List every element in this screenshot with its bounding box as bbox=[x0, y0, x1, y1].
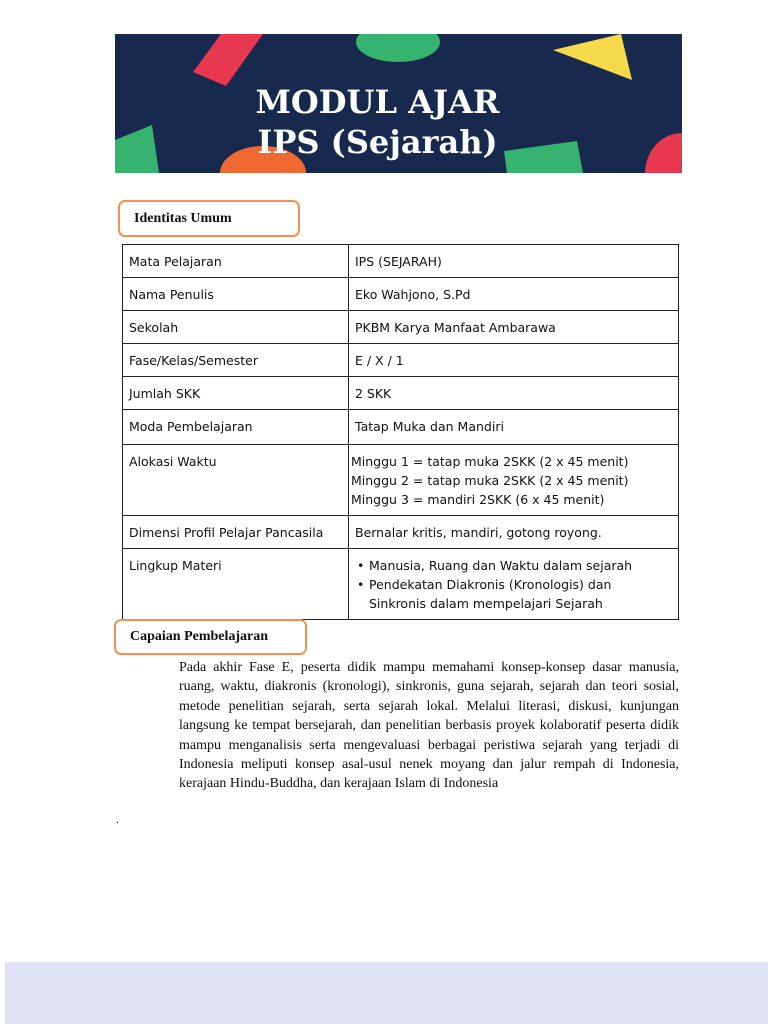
materi-list bbox=[355, 556, 672, 613]
table-row bbox=[123, 311, 679, 344]
red-parallelogram-shape bbox=[193, 34, 263, 86]
identitas-table bbox=[122, 244, 679, 620]
section-heading-capaian: Capaian Pembelajaran bbox=[114, 619, 307, 655]
alokasi-line: Minggu 1 = tatap muka 2SKK (2 x 45 menit) bbox=[351, 454, 629, 469]
title-line-1: MODUL AJAR bbox=[255, 83, 500, 121]
row-key: Dimensi Profil Pelajar Pancasila bbox=[123, 516, 349, 549]
row-value: E / X / 1 bbox=[349, 344, 679, 377]
row-key: Lingkup Materi bbox=[123, 549, 349, 620]
row-key: Moda Pembelajaran bbox=[123, 410, 349, 445]
row-key: Alokasi Waktu bbox=[123, 445, 349, 516]
trailing-mark: . bbox=[116, 812, 119, 826]
section-heading-identitas: Identitas Umum bbox=[118, 200, 300, 237]
capaian-paragraph: Pada akhir Fase E, peserta didik mampu memahami konsep-konsep dasar manusia, ruang, waktu, diakronis (kronologi), sinkronis, guna sejarah, sejarah dan teori sosial, metode penelitian sejarah, serta sejarah lokal. Melalui literasi, diskusi, kunjungan langsung ke tempat bersejarah, dan penelitian berbasis proyek kolaboratif peserta didik mampu menganalisis serta mengevaluasi berbagai peristiwa sejarah yang terjadi di Indonesia meliputi konsep asal-usul nenek moyang dan jalur rempah di Indonesia, kerajaan Hindu-Buddha, dan kerajaan Islam di Indonesia bbox=[179, 660, 679, 792]
list-item: • Pendekatan Diakronis (Kronologis) dan Sinkronis dalam mempelajari Sejarah bbox=[355, 575, 672, 613]
alokasi-line: Minggu 2 = tatap muka 2SKK (2 x 45 menit) bbox=[351, 473, 629, 488]
table-row bbox=[123, 377, 679, 410]
alokasi-line: Minggu 3 = mandiri 2SKK (6 x 45 menit) bbox=[351, 492, 605, 507]
table-row bbox=[123, 516, 679, 549]
list-item: • Manusia, Ruang dan Waktu dalam sejarah bbox=[355, 556, 672, 575]
row-value: Bernalar kritis, mandiri, gotong royong. bbox=[349, 516, 679, 549]
table-row bbox=[123, 245, 679, 278]
row-value: Tatap Muka dan Mandiri bbox=[349, 410, 679, 445]
row-key: Mata Pelajaran bbox=[123, 245, 349, 278]
row-value-materi bbox=[349, 549, 679, 620]
green-semicircle-shape bbox=[356, 34, 440, 62]
yellow-triangle-shape bbox=[553, 34, 632, 80]
row-value: IPS (SEJARAH) bbox=[349, 245, 679, 278]
red-quartercircle-shape bbox=[645, 133, 682, 173]
table-row bbox=[123, 445, 679, 516]
table-row bbox=[123, 410, 679, 445]
row-key: Fase/Kelas/Semester bbox=[123, 344, 349, 377]
row-value: 2 SKK bbox=[349, 377, 679, 410]
row-key: Sekolah bbox=[123, 311, 349, 344]
row-value-alokasi bbox=[349, 445, 679, 516]
row-value: PKBM Karya Manfaat Ambarawa bbox=[349, 311, 679, 344]
table-row bbox=[123, 278, 679, 311]
row-key: Jumlah SKK bbox=[123, 377, 349, 410]
table-row bbox=[123, 344, 679, 377]
footer-band bbox=[5, 962, 768, 1024]
title-line-2: IPS (Sejarah) bbox=[257, 123, 498, 161]
title-banner bbox=[115, 34, 682, 173]
table-row bbox=[123, 549, 679, 620]
row-value: Eko Wahjono, S.Pd bbox=[349, 278, 679, 311]
row-key: Nama Penulis bbox=[123, 278, 349, 311]
